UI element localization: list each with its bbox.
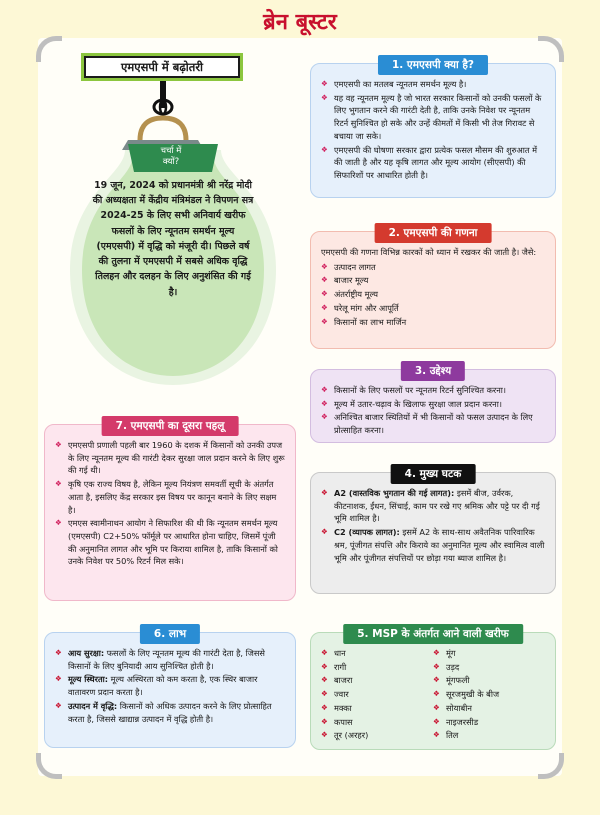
bullet-list bbox=[321, 261, 545, 329]
list-item: ❖ एमएसपी प्रणाली पहली बार 1960 के दशक में किसानों को उनकी उपज के लिए न्यूनतम मूल्य की गारंटी देकर सुरक्षा जाल प्रदान करने के लिए शुरू की गई थी। bbox=[55, 439, 285, 477]
list-item bbox=[55, 647, 285, 672]
item-heading: आय सुरक्षा: bbox=[68, 648, 105, 658]
list-item: ❖ अंतर्राष्ट्रीय मूल्य bbox=[321, 288, 545, 301]
crop-item: ❖ बाजरा bbox=[321, 674, 433, 687]
box-what-is-msp bbox=[310, 59, 556, 198]
bulb-news-text: 19 जून, 2024 को प्रधानमंत्री श्री नरेंद्र मोदी की अध्यक्षता में केंद्रीय मंत्रिमंडल ने विपणन सत्र 2024-25 के लिए सभी अनिवार्य खरीफ फसलों के लिए न्यूनतम समर्थन मूल्य (एमएसपी) में वृद्धि को मंजूरी दी। पिछले वर्ष की तुलना में एमएसपी में सबसे अधिक वृद्धि तिलहन और दलहन के लिए अनुशंसित की गई है। bbox=[92, 180, 254, 298]
list-item bbox=[321, 487, 545, 525]
page-title: ब्रेन बूस्टर bbox=[263, 9, 337, 35]
list-item: ❖ उत्पादन लागत bbox=[321, 261, 545, 274]
bullet-list bbox=[55, 439, 285, 568]
crop-item: ❖ तिल bbox=[433, 729, 545, 742]
bullet-list bbox=[321, 78, 545, 182]
item-heading: C2 (व्यापक लागत): bbox=[334, 527, 400, 538]
crop-item: ❖ कपास bbox=[321, 716, 433, 729]
list-item: ❖ एमएस स्वामीनाथन आयोग ने सिफारिश की थी कि न्यूनतम समर्थन मूल्य (एमएसपी) C2+50% फॉर्मूले पर आधारित होना चाहिए, जिसमें पूंजी की अनुमानित लागत और भूमि पर किराया शामिल है, ताकि किसानों को उनके निवेश पर 50% रिटर्न मिल सके। bbox=[55, 517, 285, 568]
item-text: फसलों के लिए न्यूनतम मूल्य की गारंटी देता है, जिससे किसानों के लिए बुनियादी आय सुनिश्चित होती है। bbox=[68, 648, 265, 671]
crop-item: ❖ तूर (अरहर) bbox=[321, 729, 433, 742]
charcha-tag bbox=[131, 146, 211, 168]
item-text: इसमें A2 के साथ-साथ अवैतनिक पारिवारिक श्रम, पूंजीगत संपत्ति और किराये का अनुमानित मूल्य और स्वामित्व वाली भूमि और पूंजीगत संपत्तियों पर छोड़ा गया ब्याज शामिल है। bbox=[334, 527, 545, 563]
box-intro: एमएसपी की गणना विभिन्न कारकों को ध्यान में रखकर की जाती है। जैसे: bbox=[321, 247, 537, 257]
item-heading: मूल्य स्थिरता: bbox=[68, 674, 109, 685]
item-heading: उत्पादन में वृद्धि: bbox=[68, 700, 118, 711]
list-item bbox=[55, 673, 285, 698]
crop-item: ❖ धान bbox=[321, 647, 433, 660]
bullet-list bbox=[55, 647, 285, 725]
crop-item: ❖ सोयाबीन bbox=[433, 702, 545, 715]
box-main-components bbox=[310, 468, 556, 594]
list-item: ❖ एमएसपी का मतलब न्यूनतम समर्थन मूल्य है। bbox=[321, 78, 545, 91]
crop-item: ❖ मूंगफली bbox=[433, 674, 545, 687]
crops-column-right bbox=[433, 647, 545, 743]
charcha-line: चर्चा में bbox=[160, 146, 182, 156]
crops-columns bbox=[321, 647, 545, 743]
crop-item: ❖ सूरजमुखी के बीज bbox=[433, 688, 545, 701]
crops-column-left bbox=[321, 647, 433, 743]
list-item: ❖ बाजार मूल्य bbox=[321, 274, 545, 287]
box-title: 7. एमएसपी का दूसरा पहलू bbox=[102, 416, 239, 436]
box-title: 3. उद्देश्य bbox=[401, 361, 465, 381]
box-title: 1. एमएसपी क्या है? bbox=[378, 55, 488, 75]
item-text: मूल्य अस्थिरता को कम करता है, एक स्थिर बाजार वातावरण प्रदान करता है। bbox=[68, 674, 258, 698]
bulb-heading: एमएसपी में बढ़ोतरी bbox=[84, 56, 240, 78]
list-item: ❖ कृषि एक राज्य विषय है, लेकिन मूल्य नियंत्रण समवर्ती सूची के अंतर्गत आता है, इसलिए केंद्र सरकार इस विषय पर कानून बनाने के लिए सक्षम है। bbox=[55, 478, 285, 516]
box-objectives bbox=[310, 365, 556, 443]
box-title: 4. मुख्य घटक bbox=[391, 464, 476, 484]
list-item bbox=[321, 526, 545, 564]
list-item bbox=[55, 700, 285, 725]
box-title: 6. लाभ bbox=[140, 624, 200, 644]
bullet-list bbox=[321, 384, 545, 437]
crop-item: ❖ नाइजरसीड bbox=[433, 716, 545, 729]
box-msp-calculation bbox=[310, 227, 556, 349]
charcha-line: क्यों? bbox=[162, 157, 180, 168]
crop-item: ❖ उड़द bbox=[433, 661, 545, 674]
crop-item: ❖ मूंग bbox=[433, 647, 545, 660]
item-text: किसानों को अधिक उत्पादन करने के लिए प्रोत्साहित करता है, जिससे खाद्यान्न उत्पादन में वृद्धि होती है। bbox=[68, 700, 272, 724]
list-item: ❖ यह वह न्यूनतम मूल्य है जो भारत सरकार किसानों को उनकी फसलों के लिए भुगतान करने की गारंटी देती है, ताकि उनके निवेश पर न्यूनतम रिटर्न सुनिश्चित हो सके और उन्हें कीमतों में किसी भी तेज गिरावट से बचाया जा सके। bbox=[321, 92, 545, 143]
list-item: ❖ किसानों के लिए फसलों पर न्यूनतम रिटर्न सुनिश्चित करना। bbox=[321, 384, 545, 397]
list-item: ❖ मूल्य में उतार-चढ़ाव के खिलाफ सुरक्षा जाल प्रदान करना। bbox=[321, 398, 545, 411]
list-item: ❖ घरेलू मांग और आपूर्ति bbox=[321, 302, 545, 315]
list-item: ❖ एमएसपी की घोषणा सरकार द्वारा प्रत्येक फसल मौसम की शुरुआत में की जाती है और यह कृषि लागत और मूल्य आयोग (सीएसपी) की सिफारिशों पर आधारित होती है। bbox=[321, 144, 545, 182]
list-item: ❖ किसानों का लाभ मार्जिन bbox=[321, 316, 545, 329]
box-other-aspect bbox=[44, 420, 296, 601]
list-item: ❖ अनिश्चित बाजार स्थितियों में भी किसानों को फसल उत्पादन के लिए प्रोत्साहित करना। bbox=[321, 411, 545, 436]
box-title: 5. MSP के अंतर्गत आने वाली खरीफ bbox=[343, 624, 523, 644]
item-heading: A2 (वास्तविक भुगतान की गई लागत): bbox=[334, 488, 455, 498]
crop-item: ❖ मक्का bbox=[321, 702, 433, 715]
item-text: इसमें बीज, उर्वरक, कीटनाशक, ईंधन, सिंचाई, काम पर रखे गए श्रमिक और पट्टे पर दी गई भूमि शामिल है। bbox=[334, 488, 540, 524]
box-benefits bbox=[44, 628, 296, 748]
bullet-list bbox=[321, 487, 545, 564]
box-title: 2. एमएसपी की गणना bbox=[375, 223, 492, 243]
crop-item: ❖ ज्वार bbox=[321, 688, 433, 701]
crop-item: ❖ रागी bbox=[321, 661, 433, 674]
box-kharif-crops bbox=[310, 628, 556, 750]
